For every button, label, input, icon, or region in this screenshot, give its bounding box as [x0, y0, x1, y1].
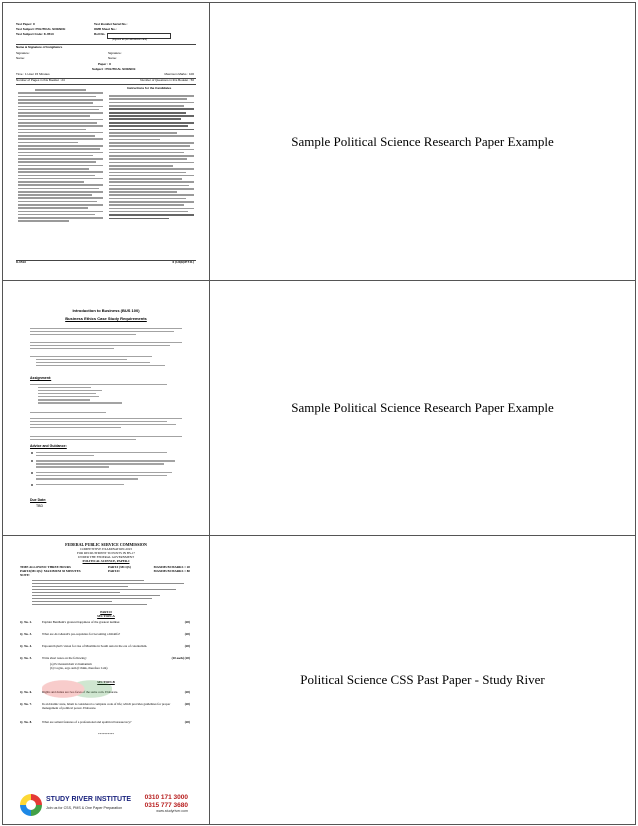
watermark-logo: [42, 669, 112, 709]
caption-text[interactable]: Sample Political Science Research Paper Example: [291, 400, 554, 415]
study-river-logo-icon: [20, 794, 42, 816]
caption-text[interactable]: Sample Political Science Research Paper Example: [291, 133, 554, 149]
caption-cell-3[interactable]: [210, 536, 636, 825]
caption-text[interactable]: Political Science CSS Past Paper - Study River: [300, 672, 545, 687]
business-ethics-thumbnail[interactable]: Introduction to Business (BUS 100) Business Ethics Case Study Requirements Assignment: Advice and Guidance: Due Date: TBD: [16, 286, 196, 530]
caption-cell-2[interactable]: [210, 281, 636, 536]
thumbnail-cell-2[interactable]: [3, 281, 210, 536]
css-past-paper-thumbnail[interactable]: FEDERAL PUBLIC SERVICE COMMISSION COMPETITIVE EXAMINATION-2023 FOR RECRUITMENT TO POSTS IN BS-17 UNDER THE FEDERAL GOVERNMENT POLITICAL SCIENCE, PAPER-I TIME ALLOWED: THREE HOURS PART-I (MCQS) MAXIMUM MARKS = 20 PART-I(MCQS): MAXIMUM 30 MINUTES PART-II MAXIMUM MARKS = 80 NOTE: PART-II SECTION-A Q. No. 2. Explain Bentham's greatest happiness of the greatest number. (20) Q. No. 3. What are Al-Ghazali's pre-requisites for becoming a Khalifa? (20) Q. No. 4. Expound Iqbal's vision for rise of Muslims in South Asia in the era of colonialism. (20) Q. No. 5. Write short notes on the following: (10 each) (20) (a) Ecclesiasticism vs humanism (b) Cogito, ergo sum (I think, therefore I am) SECTION-B Q. No. 6. Rights and duties are two faces of the same coin. Elaborate. (20) Q. No. 7. In an Islamic state, Islam is considered a complete code of life; which provides guidelines for proper management of political power. Elaborate. (20) Q. No. 8. What are salient features of a professional and apolitical bureaucracy? (20) ********** STUDY RIVER INSTITUTE Join us for CSS, PMS & One Paper Preparation 0310 171 3000 0315 777 3680 www.studyriver.com: [12, 539, 200, 821]
thumbnail-cell-3[interactable]: [3, 536, 210, 825]
thumbnail-cell-1[interactable]: [3, 3, 210, 281]
study-river-footer: STUDY RIVER INSTITUTE Join us for CSS, PMS & One Paper Preparation 0310 171 3000 0315 777 3680 www.studyriver.com: [16, 792, 196, 818]
caption-cell-1[interactable]: [210, 3, 636, 281]
exam-booklet-thumbnail[interactable]: Test Paper: II Test Subject: POLITICAL SCIENCE Test Subject Code: K-0513 Test Booklet Serial No.: OMR Sheet No.: Roll No. (Figures as per admission card) Name & Signature of Invigilators Signature: Signature: Name: Name: Paper : II Subject : POLITICAL SCIENCE Time : 1 Hour 15 Minutes Maximum Marks : 100 Number of Pages in this Booklet : 24 Number of Questions in this Booklet : 50 Instructions for the Candidates K-0513 II (1/4(E)/P.T.O.): [12, 18, 200, 266]
results-grid: [2, 2, 636, 825]
